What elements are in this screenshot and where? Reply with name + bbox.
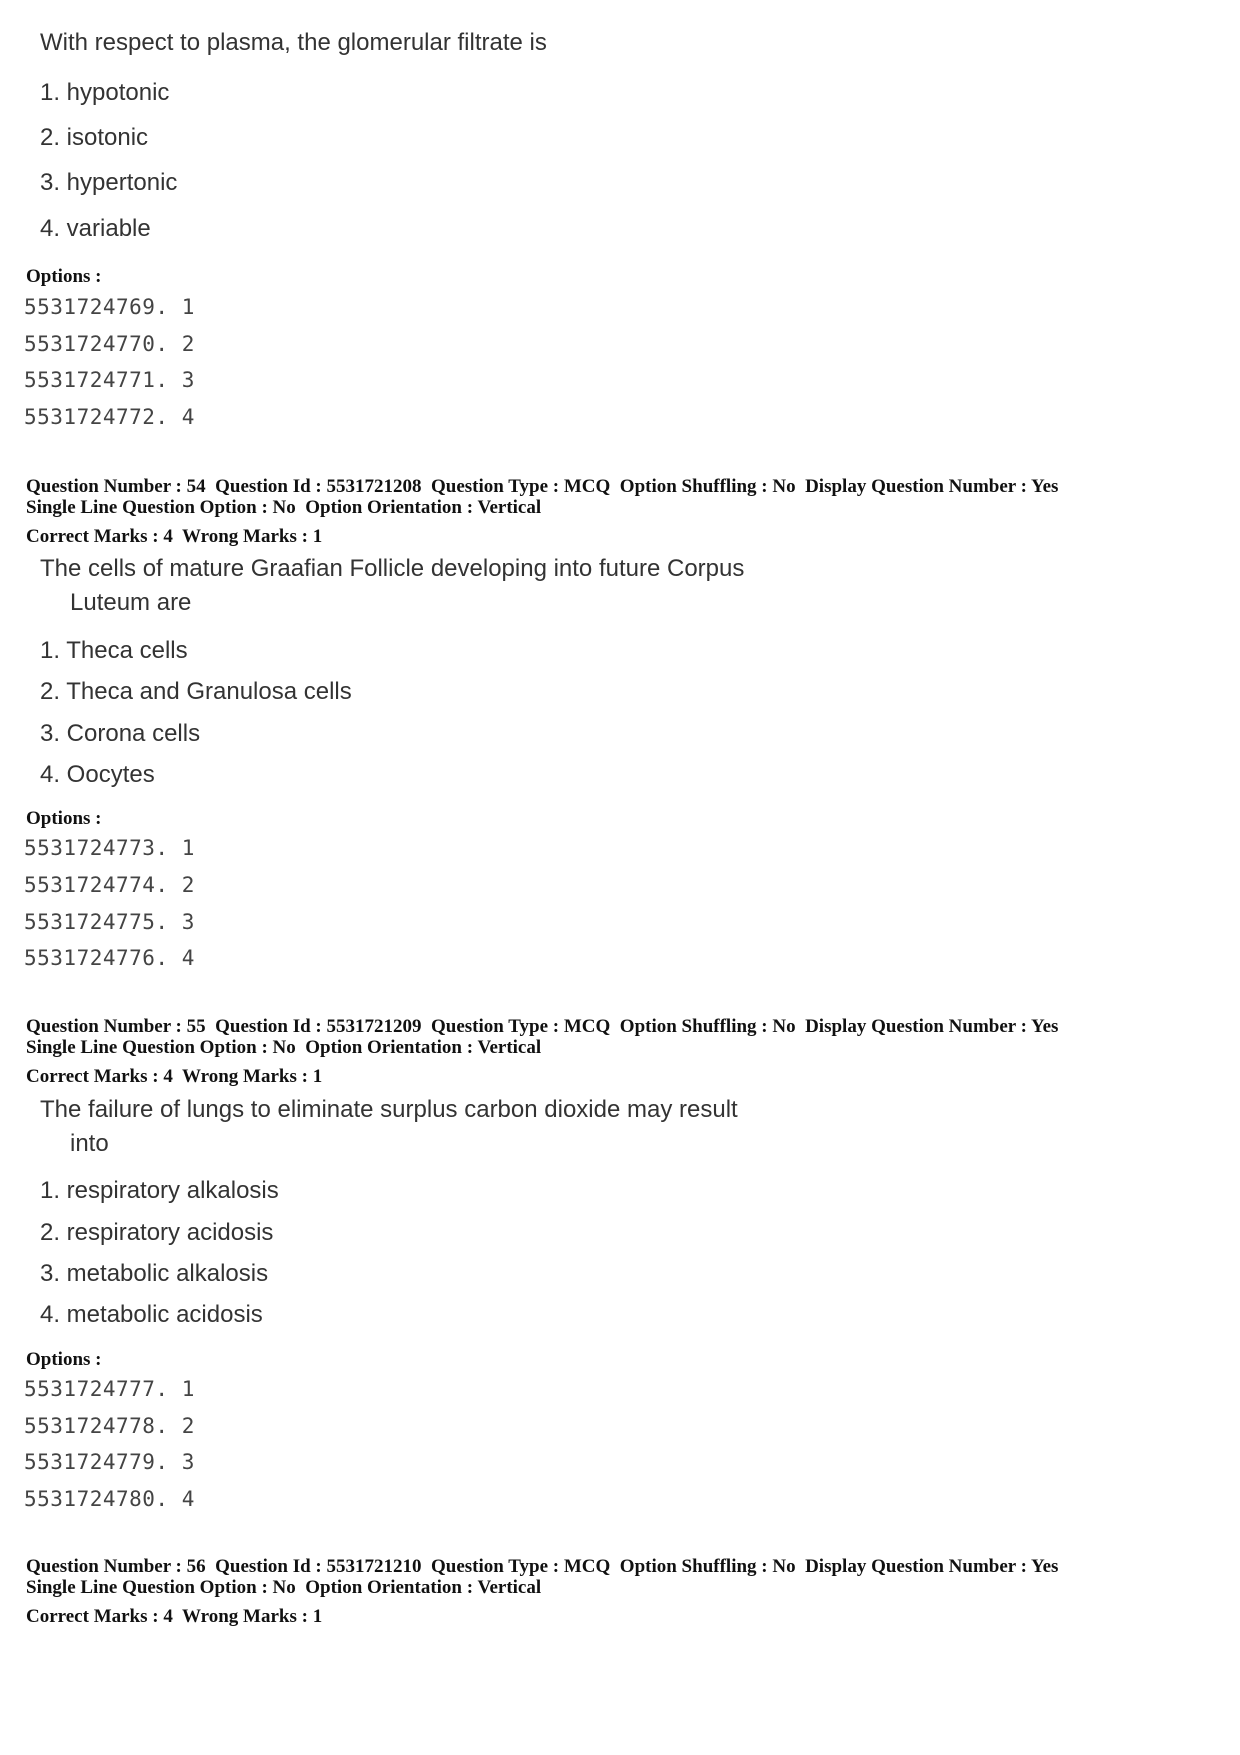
option-id-1: 5531724773. 1	[24, 836, 195, 860]
option-id-3: 5531724771. 3	[24, 368, 195, 392]
question-meta-line-1: Question Number : 56 Question Id : 5531721210 Question Type : MCQ Option Shuffling : No Display Question Number : Yes	[26, 1556, 1059, 1577]
question-text: With respect to plasma, the glomerular filtrate is	[40, 29, 547, 56]
question-meta-line-2: Single Line Question Option : No Option Orientation : Vertical	[26, 1037, 542, 1058]
option-id-1: 5531724777. 1	[24, 1377, 195, 1401]
options-label: Options :	[26, 1349, 102, 1370]
option-id-4: 5531724780. 4	[24, 1487, 195, 1511]
option-id-2: 5531724770. 2	[24, 332, 195, 356]
question-text-line-2: into	[70, 1130, 109, 1157]
option-id-4: 5531724776. 4	[24, 946, 195, 970]
options-label: Options :	[26, 808, 102, 829]
question-meta-line-2: Single Line Question Option : No Option Orientation : Vertical	[26, 1577, 542, 1598]
choice-1: 1. Theca cells	[40, 637, 188, 664]
question-marks: Correct Marks : 4 Wrong Marks : 1	[26, 526, 323, 547]
choice-3: 3. metabolic alkalosis	[40, 1260, 269, 1287]
option-id-4: 5531724772. 4	[24, 405, 195, 429]
question-meta-line-1: Question Number : 54 Question Id : 5531721208 Question Type : MCQ Option Shuffling : No Display Question Number : Yes	[26, 476, 1059, 497]
question-meta-line-2: Single Line Question Option : No Option Orientation : Vertical	[26, 497, 542, 518]
choice-2: 2. isotonic	[40, 124, 149, 151]
options-label: Options :	[26, 266, 102, 287]
question-text-line-2: Luteum are	[70, 589, 192, 616]
question-marks: Correct Marks : 4 Wrong Marks : 1	[26, 1606, 323, 1627]
choice-3: 3. hypertonic	[40, 169, 178, 196]
option-id-2: 5531724774. 2	[24, 873, 195, 897]
question-text	[40, 1093, 738, 1161]
choice-4: 4. variable	[40, 215, 151, 242]
question-meta-line-1: Question Number : 55 Question Id : 5531721209 Question Type : MCQ Option Shuffling : No Display Question Number : Yes	[26, 1016, 1059, 1037]
choice-1: 1. respiratory alkalosis	[40, 1177, 279, 1204]
choice-1: 1. hypotonic	[40, 79, 170, 106]
option-id-3: 5531724779. 3	[24, 1450, 195, 1474]
choice-2: 2. respiratory acidosis	[40, 1219, 274, 1246]
question-text-line-1: The failure of lungs to eliminate surplus carbon dioxide may result	[40, 1096, 738, 1123]
question-text	[40, 552, 744, 620]
choice-3: 3. Corona cells	[40, 720, 201, 747]
choice-4: 4. Oocytes	[40, 761, 155, 788]
question-marks: Correct Marks : 4 Wrong Marks : 1	[26, 1066, 323, 1087]
choice-4: 4. metabolic acidosis	[40, 1301, 263, 1328]
option-id-2: 5531724778. 2	[24, 1414, 195, 1438]
option-id-1: 5531724769. 1	[24, 295, 195, 319]
question-text-line-1: The cells of mature Graafian Follicle developing into future Corpus	[40, 555, 745, 582]
choice-2: 2. Theca and Granulosa cells	[40, 678, 352, 705]
option-id-3: 5531724775. 3	[24, 910, 195, 934]
